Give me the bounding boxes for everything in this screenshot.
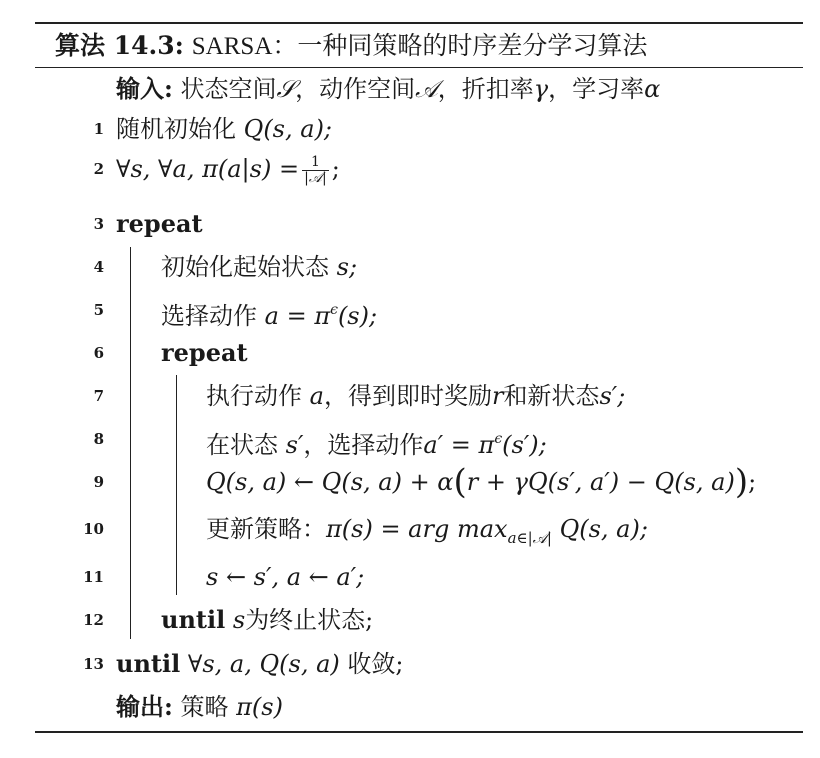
line-number: 1 <box>93 120 104 138</box>
line-text: 执行动作 <box>206 382 302 410</box>
line-expr: s; <box>336 253 358 281</box>
output-label: 输出: <box>116 692 173 721</box>
line-text: 在状态 <box>206 431 278 459</box>
line-number: 4 <box>93 258 104 276</box>
convergence-expr: ∀s, a, Q(s, a) <box>187 650 340 678</box>
action-space-symbol: 𝒜 <box>415 75 438 103</box>
line-text: 收敛; <box>347 650 404 678</box>
line-number: 7 <box>93 387 104 405</box>
right-paren: ) <box>734 462 749 502</box>
line-number: 12 <box>83 611 104 629</box>
fraction <box>302 155 329 186</box>
fraction-numerator: 1 <box>302 155 329 171</box>
input-label: 输入: <box>116 74 173 103</box>
argmax-subscript: a∈|𝒜| <box>507 529 552 547</box>
algo-line-6 <box>161 336 248 370</box>
until-keyword: until <box>161 605 226 634</box>
input-text: 状态空间 <box>180 75 277 103</box>
line-text: 更新策略： <box>206 515 326 543</box>
line-number: 8 <box>93 430 104 448</box>
line-number: 9 <box>93 473 104 491</box>
fraction-denominator: |𝒜| <box>304 170 327 186</box>
repeat-keyword: repeat <box>116 209 203 238</box>
reward-symbol: r <box>491 382 504 410</box>
algo-line-13 <box>116 647 404 681</box>
next-state-symbol: s′ <box>285 431 304 459</box>
line-expr: ∀s, ∀a, π(a|s) = <box>116 155 300 183</box>
policy-expr: π(s) = arg max <box>326 515 508 543</box>
next-state-symbol: s′; <box>599 382 626 410</box>
td-error-expr: r + γQ(s′, a′) − Q(s, a) <box>466 468 735 496</box>
action-symbol: a <box>309 382 324 410</box>
q-expr: Q(s, a); <box>559 515 648 543</box>
algo-line-1 <box>116 112 332 146</box>
line-text: ，选择动作 <box>303 431 424 459</box>
algo-line-4 <box>161 250 357 284</box>
algo-line-7 <box>206 379 625 413</box>
algorithm-label: 算法 14.3: <box>55 31 184 60</box>
line-number: 6 <box>93 344 104 362</box>
epsilon-superscript: ϵ <box>494 431 503 447</box>
outer-block-bar <box>130 247 131 639</box>
line-expr: a = π <box>264 302 331 330</box>
learning-rate-symbol: α <box>644 75 661 103</box>
line-number: 3 <box>93 215 104 233</box>
input-sep2: ，折扣率 <box>437 75 534 103</box>
line-text: 随机初始化 <box>116 115 236 143</box>
top-rule <box>35 22 803 24</box>
line-end: ; <box>331 155 340 183</box>
line-text: 初始化起始状态 <box>161 253 329 281</box>
line-text: 选择动作 <box>161 302 257 330</box>
input-line <box>116 72 660 106</box>
line-expr: Q(s, a); <box>243 115 333 143</box>
line-number: 11 <box>83 568 104 586</box>
algorithm-name: SARSA：一种同策略的时序差分学习算法 <box>191 33 648 60</box>
line-number: 10 <box>83 520 104 538</box>
state-space-symbol: 𝒮 <box>276 75 296 103</box>
line-expr-tail: (s); <box>337 302 378 330</box>
state-symbol: s <box>232 606 246 634</box>
line-number: 5 <box>93 301 104 319</box>
update-expr-pre: Q(s, a) ← Q(s, a) + α <box>206 468 454 496</box>
input-sep3: ，学习率 <box>548 75 645 103</box>
algorithm-title <box>55 29 647 63</box>
until-keyword: until <box>116 649 181 678</box>
line-number: 2 <box>93 160 104 178</box>
line-expr: s ← s′, a ← a′; <box>206 563 365 591</box>
algo-line-9 <box>206 462 757 502</box>
inner-block-bar <box>176 375 177 595</box>
algo-line-5 <box>161 293 378 330</box>
line-expr: a′ = π <box>423 431 495 459</box>
output-line <box>116 690 283 724</box>
line-text: 为终止状态; <box>245 606 374 634</box>
epsilon-superscript: ϵ <box>330 302 338 318</box>
output-expr: π(s) <box>236 693 283 721</box>
algo-line-8 <box>206 422 547 459</box>
discount-symbol: γ <box>533 75 549 103</box>
algo-line-11 <box>206 560 364 594</box>
algo-line-10 <box>206 512 648 546</box>
line-text: ，得到即时奖励 <box>323 382 492 410</box>
algo-line-12 <box>161 603 373 637</box>
repeat-keyword: repeat <box>161 338 248 367</box>
algo-line-2 <box>116 152 340 186</box>
bottom-rule <box>35 731 803 733</box>
algo-line-3 <box>116 207 203 241</box>
left-paren: ( <box>453 462 467 502</box>
input-sep1: ，动作空间 <box>295 75 416 103</box>
line-text: 和新状态 <box>503 382 600 410</box>
line-end: ; <box>748 468 757 496</box>
line-number: 13 <box>83 655 104 673</box>
line-expr-tail: (s′); <box>502 431 547 459</box>
output-text: 策略 <box>180 693 229 721</box>
title-rule <box>35 67 803 68</box>
